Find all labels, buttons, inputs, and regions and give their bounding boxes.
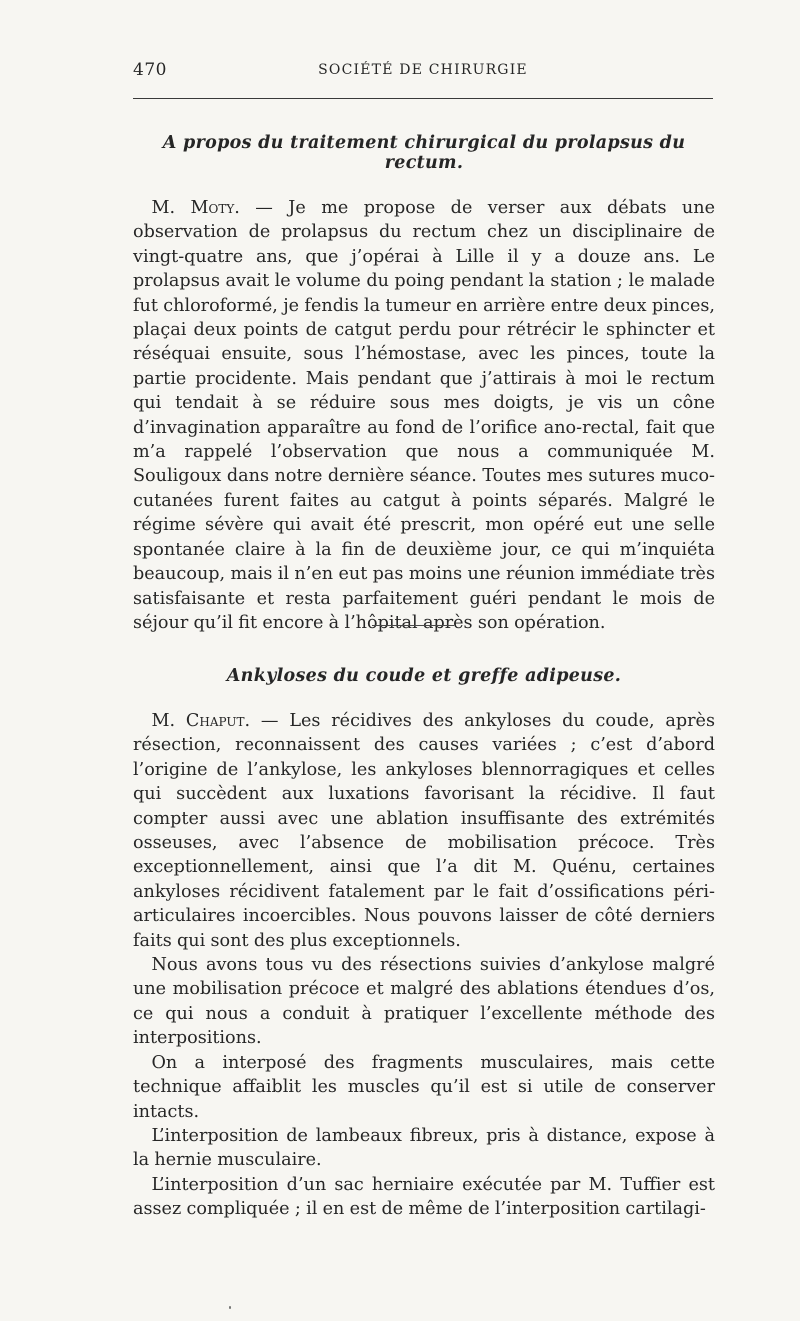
section-title: Ankyloses du coude et greffe adipeuse. — [226, 666, 622, 686]
paragraph-text: L’interposition de lambeaux fibreux, pris à distance, expose à la hernie musculaire. — [133, 1125, 715, 1171]
running-title: SOCIÉTÉ DE CHIRURGIE — [318, 62, 528, 78]
paragraph-text: L’interposition d’un sac herniaire exécutée par M. Tuffier est assez compliquée ; il en est de même de l’interposition cartilagi- — [133, 1174, 715, 1220]
print-speck — [229, 1306, 231, 1309]
paragraph-text: Nous avons tous vu des résections suivies d’ankylose malgré une mobilisation précoce et malgré des ablations étendues d’os, ce qui nous a conduit à pratiquer l’excellente méthode des interpositions. — [133, 955, 715, 1049]
paragraph-text: — Je me propose de verser aux débats une observation de prolapsus du rectum chez un disciplinaire de vingt-quatre ans, que j’opérai à Lille il y a douze ans. Le prolapsus avait le volume du poing pendant la station ; le malade fut chloroformé, je fendis la tumeur en arrière entre deux pinces, plaçai deux points de catgut perdu pour rétrécir le sphincter et réséquai ensuite, sous l’hémostase, avec les pinces, toute la partie procidente. Mais pendant que j’attirais à moi le rectum qui tendait à se réduire sous mes doigts, je vis un cône d’invagination apparaître au fond de l’orifice ano-rectal, fait que m’a rappelé l’observation que nous a communiquée M. Souligoux dans notre dernière séance. Toutes mes sutures muco-cutanées furent faites au catgut à points séparés. Malgré le régime sévère qui avait été prescrit, mon opéré eut une selle spontanée claire à la fin de deuxième jour, ce qui m’inquiéta beaucoup, mais il n’en eut pas moins une réunion immédiate très satisfaisante et resta parfaitement guéri pendant le mois de séjour qu’il fit encore à l’hôpital après son opération. — [133, 198, 715, 633]
speaker-name: M. Chaput. — [151, 711, 251, 731]
header-rule — [133, 98, 713, 99]
paragraph — [133, 709, 715, 953]
section-ankyloses — [133, 666, 715, 1222]
paragraph — [133, 196, 715, 635]
paragraph — [133, 953, 715, 1051]
section-prolapsus — [133, 133, 715, 635]
paragraph-text: — Les récidives des ankyloses du coude, après résection, reconnaissent des causes variées ; c’est d’abord l’origine de l’ankylose, les ankyloses blennorragiques et celles qui succèdent aux luxations favorisant la récidive. Il faut compter aussi avec une ablation insuffisante des extrémités osseuses, avec l’absence de mobilisation précoce. Très exceptionnellement, ainsi que l’a dit M. Quénu, certaines ankyloses récidivent fatalement par le fait d’ossifications péri-articulaires incoercibles. Nous pouvons laisser de côté derniers faits qui sont des plus exceptionnels. — [133, 711, 715, 951]
paragraph — [133, 1051, 715, 1124]
section-title: A propos du traitement chirurgical du prolapsus du rectum. — [162, 133, 686, 173]
page-header — [133, 58, 713, 90]
page-number: 470 — [133, 60, 167, 80]
paragraph-text: On a interposé des fragments musculaires, mais cette technique affaiblit les muscles qu’il est si utile de conserver intacts. — [133, 1052, 715, 1122]
speaker-name: M. Moty. — [151, 198, 240, 218]
paragraph — [133, 1124, 715, 1173]
section-separator — [372, 625, 454, 626]
paragraph — [133, 1173, 715, 1222]
